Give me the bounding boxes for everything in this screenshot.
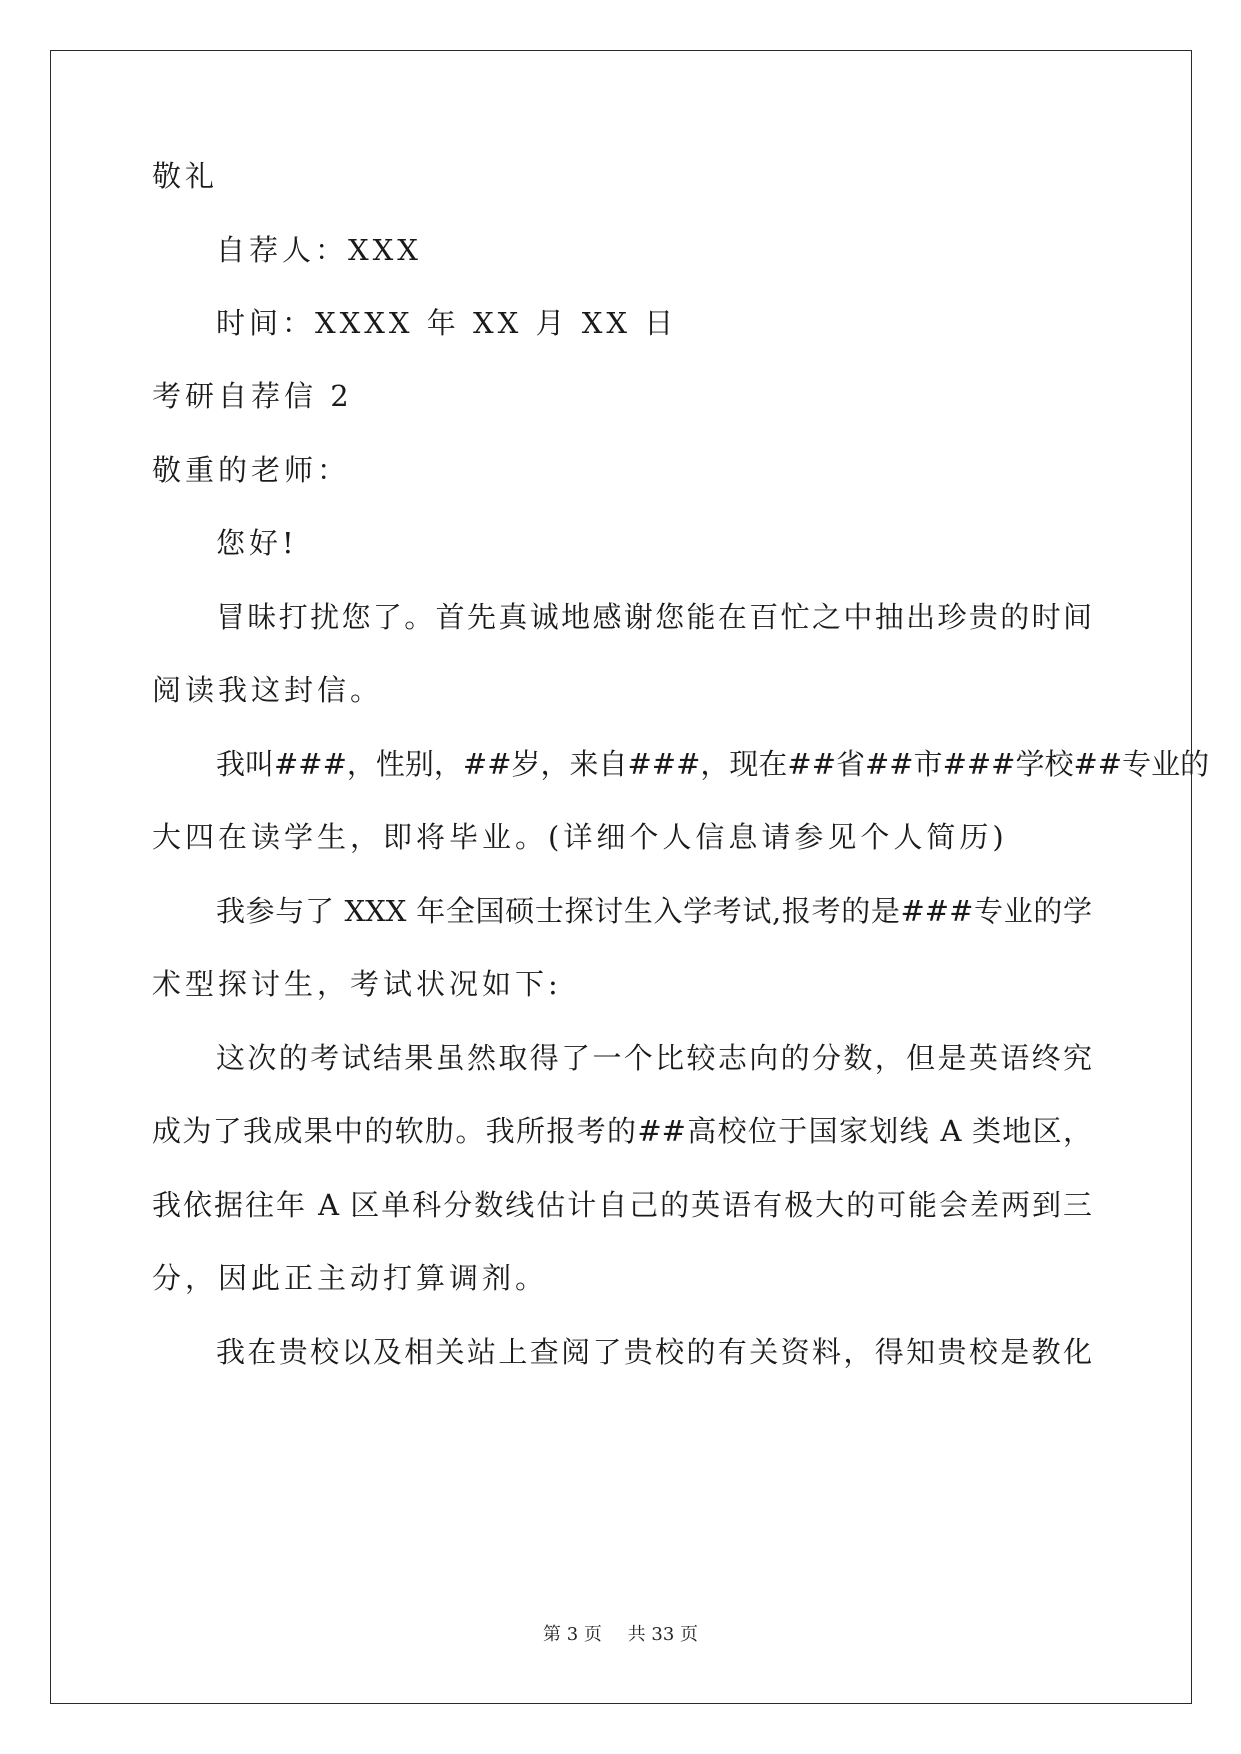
paragraph-line: 我在贵校以及相关站上查阅了贵校的有关资料，得知贵校是教化: [216, 1335, 1092, 1369]
paragraph-line: 这次的考试结果虽然取得了一个比较志向的分数，但是英语终究: [216, 1041, 1092, 1075]
closing-salutation: 敬礼: [152, 159, 219, 193]
paragraph-line: 分，因此正主动打算调剂。: [152, 1261, 549, 1295]
page-number: 第 3 页: [543, 1624, 602, 1645]
page-footer: [0, 1620, 1241, 1646]
paragraph-line: 大四在读学生，即将毕业。(详细个人信息请参见个人简历): [152, 820, 1008, 854]
greeting: 敬重的老师：: [152, 453, 351, 487]
paragraph-line: 冒昧打扰您了。首先真诚地感谢您能在百忙之中抽出珍贵的时间: [216, 600, 1092, 634]
paragraph-line: 阅读我这封信。: [152, 673, 384, 707]
letter-title: 考研自荐信 2: [152, 379, 353, 413]
page-total: 共 33 页: [627, 1624, 698, 1645]
paragraph-line: 我叫###，性别，##岁，来自###，现在##省##市###学校##专业的: [216, 747, 1210, 781]
paragraph-line: 术型探讨生，考试状况如下:: [152, 967, 562, 1001]
date-line: 时间：XXXX 年 XX 月 XX 日: [216, 306, 678, 340]
signer-line: 自荐人：XXX: [216, 233, 422, 267]
paragraph-line: 成为了我成果中的软肋。我所报考的##高校位于国家划线 A 类地区，: [152, 1114, 1092, 1148]
paragraph-line: 我依据往年 A 区单科分数线估计自己的英语有极大的可能会差两到三: [152, 1188, 1092, 1222]
hello-line: 您好!: [216, 526, 298, 560]
page-frame: [50, 50, 1210, 1704]
paragraph-line: 我参与了 XXX 年全国硕士探讨生入学考试,报考的是###专业的学: [216, 894, 1092, 928]
